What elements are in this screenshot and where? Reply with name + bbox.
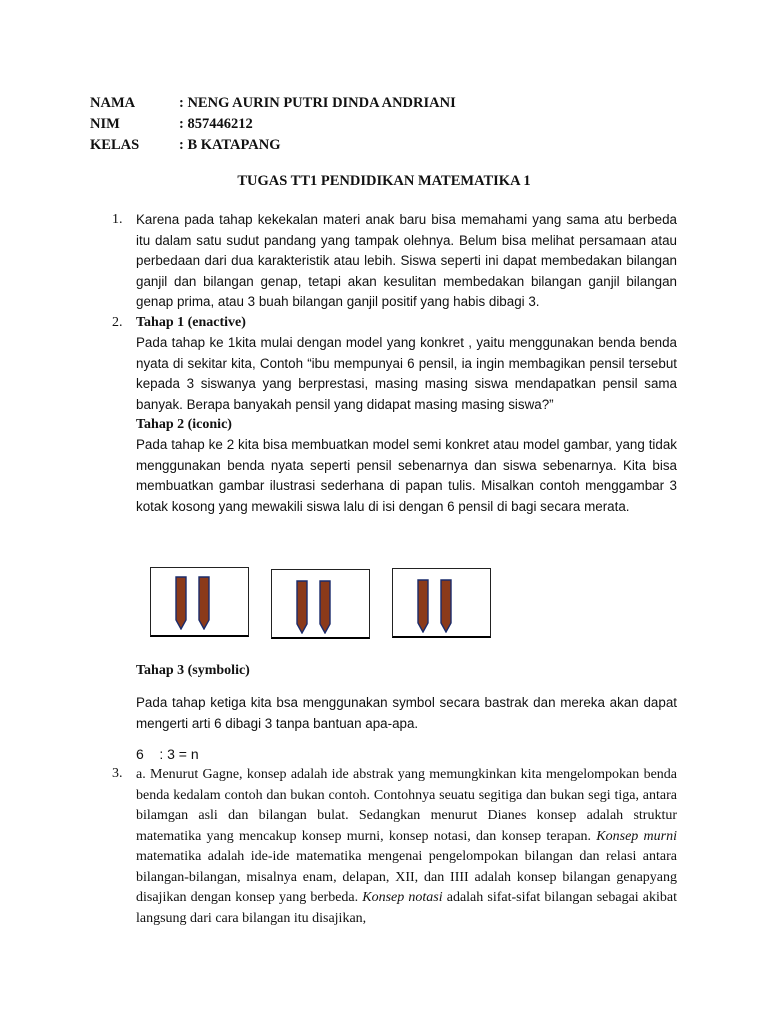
item-number-2: 2. (112, 315, 123, 330)
stage-1-heading: Tahap 1 (enactive) (136, 315, 246, 330)
item-number-3: 3. (112, 766, 123, 781)
name-row (90, 93, 456, 114)
pencil-icon (416, 579, 460, 633)
item-1-text: Karena pada tahap kekekalan materi anak baru bisa memahami yang sama atu berbeda itu dalam satu sudut pandang yang tampak olehnya. Belum bisa melihat persamaan atau perbedaan dari dua karakteristik atau lebih. Siswa seperti ini dapat membedakan bilangan ganjil dan bilangan genap, tetapi akan kesulitan membedakan bilangan ganjil bilangan genap prima, atau 3 buah bilangan ganjil positif yang habis dibagi 3. (136, 212, 677, 309)
pencil-icon (174, 576, 218, 630)
equation: 6 : 3 = n (136, 746, 199, 762)
class-label: KELAS (90, 137, 140, 153)
stage-3-heading: Tahap 3 (symbolic) (136, 663, 250, 678)
pencil-icon (295, 580, 339, 634)
nim-value: : 857446212 (179, 116, 253, 132)
stage-3-text: Pada tahap ketiga kita bsa menggunakan symbol secara bastrak dan mereka akan dapat mengerti arti 6 dibagi 3 tanpa bantuan apa-apa. (136, 695, 677, 731)
name-label: NAMA (90, 95, 136, 111)
student-box-1 (150, 567, 249, 637)
item-3-part-3: adalah sifat-sifat bilangan sebagai akibat langsung dari cara bilangan itu disajikan, (136, 890, 677, 926)
student-info (90, 93, 456, 156)
item-3-part-2: matematika adalah ide-ide matematika mengenai pengelompokan bilangan dan relasi antara bilangan-bilangan, misalnya enam, delapan, XII, dan IIII adalah konsep bilangan genapyang disajikan dengan konsep yang berbeda. (136, 849, 677, 905)
name-value: : NENG AURIN PUTRI DINDA ANDRIANI (179, 95, 456, 111)
student-box-3 (392, 568, 491, 638)
item-number-1: 1. (112, 212, 123, 227)
stage-2-heading: Tahap 2 (iconic) (136, 417, 232, 432)
student-box-2 (271, 569, 370, 639)
term-konsep-murni: Konsep murni (596, 828, 677, 844)
class-value: : B KATAPANG (179, 137, 281, 153)
nim-label: NIM (90, 116, 120, 132)
document-title: TUGAS TT1 PENDIDIKAN MATEMATIKA 1 (237, 173, 531, 189)
nim-row (90, 114, 456, 135)
stage-2-text: Pada tahap ke 2 kita bisa membuatkan model semi konkret atau model gambar, yang tidak menggunakan benda nyata seperti pensil sebenarnya dan siswa sebenarnya. Kita bisa membuatkan gambar ilustrasi sederhana di papan tulis. Misalkan contoh menggambar 3 kotak kosong yang mewakili siswa lalu di isi dengan 6 pensil di bagi secara merata. (136, 437, 677, 514)
item-3-text (136, 765, 677, 929)
stage-1-text: Pada tahap ke 1kita mulai dengan model yang konkret , yaitu menggunakan benda benda nyata di sekitar kita, Contoh “ibu mempunyai 6 pensil, ia ingin membagikan pensil tersebut kepada 3 siswanya yang berprestasi, masing masing siswa mendapatkan pensil sama banyak. Berapa banyakah pensil yang didapat masing masing siswa?” (136, 335, 677, 412)
class-row (90, 135, 456, 156)
term-konsep-notasi: Konsep notasi (362, 890, 443, 905)
item-3-part-1: a. Menurut Gagne, konsep adalah ide abstrak yang memungkinkan kita mengelompokan benda benda kedalam contoh dan bukan contoh. Contohnya seuatu segitiga dan bukan segi tiga, antara bilamgan asli dan bilangan bulat. Sedangkan menurut Dianes konsep adalah struktur matematika yang mencakup konsep murni, konsep notasi, dan konsep terapan. (136, 767, 677, 844)
